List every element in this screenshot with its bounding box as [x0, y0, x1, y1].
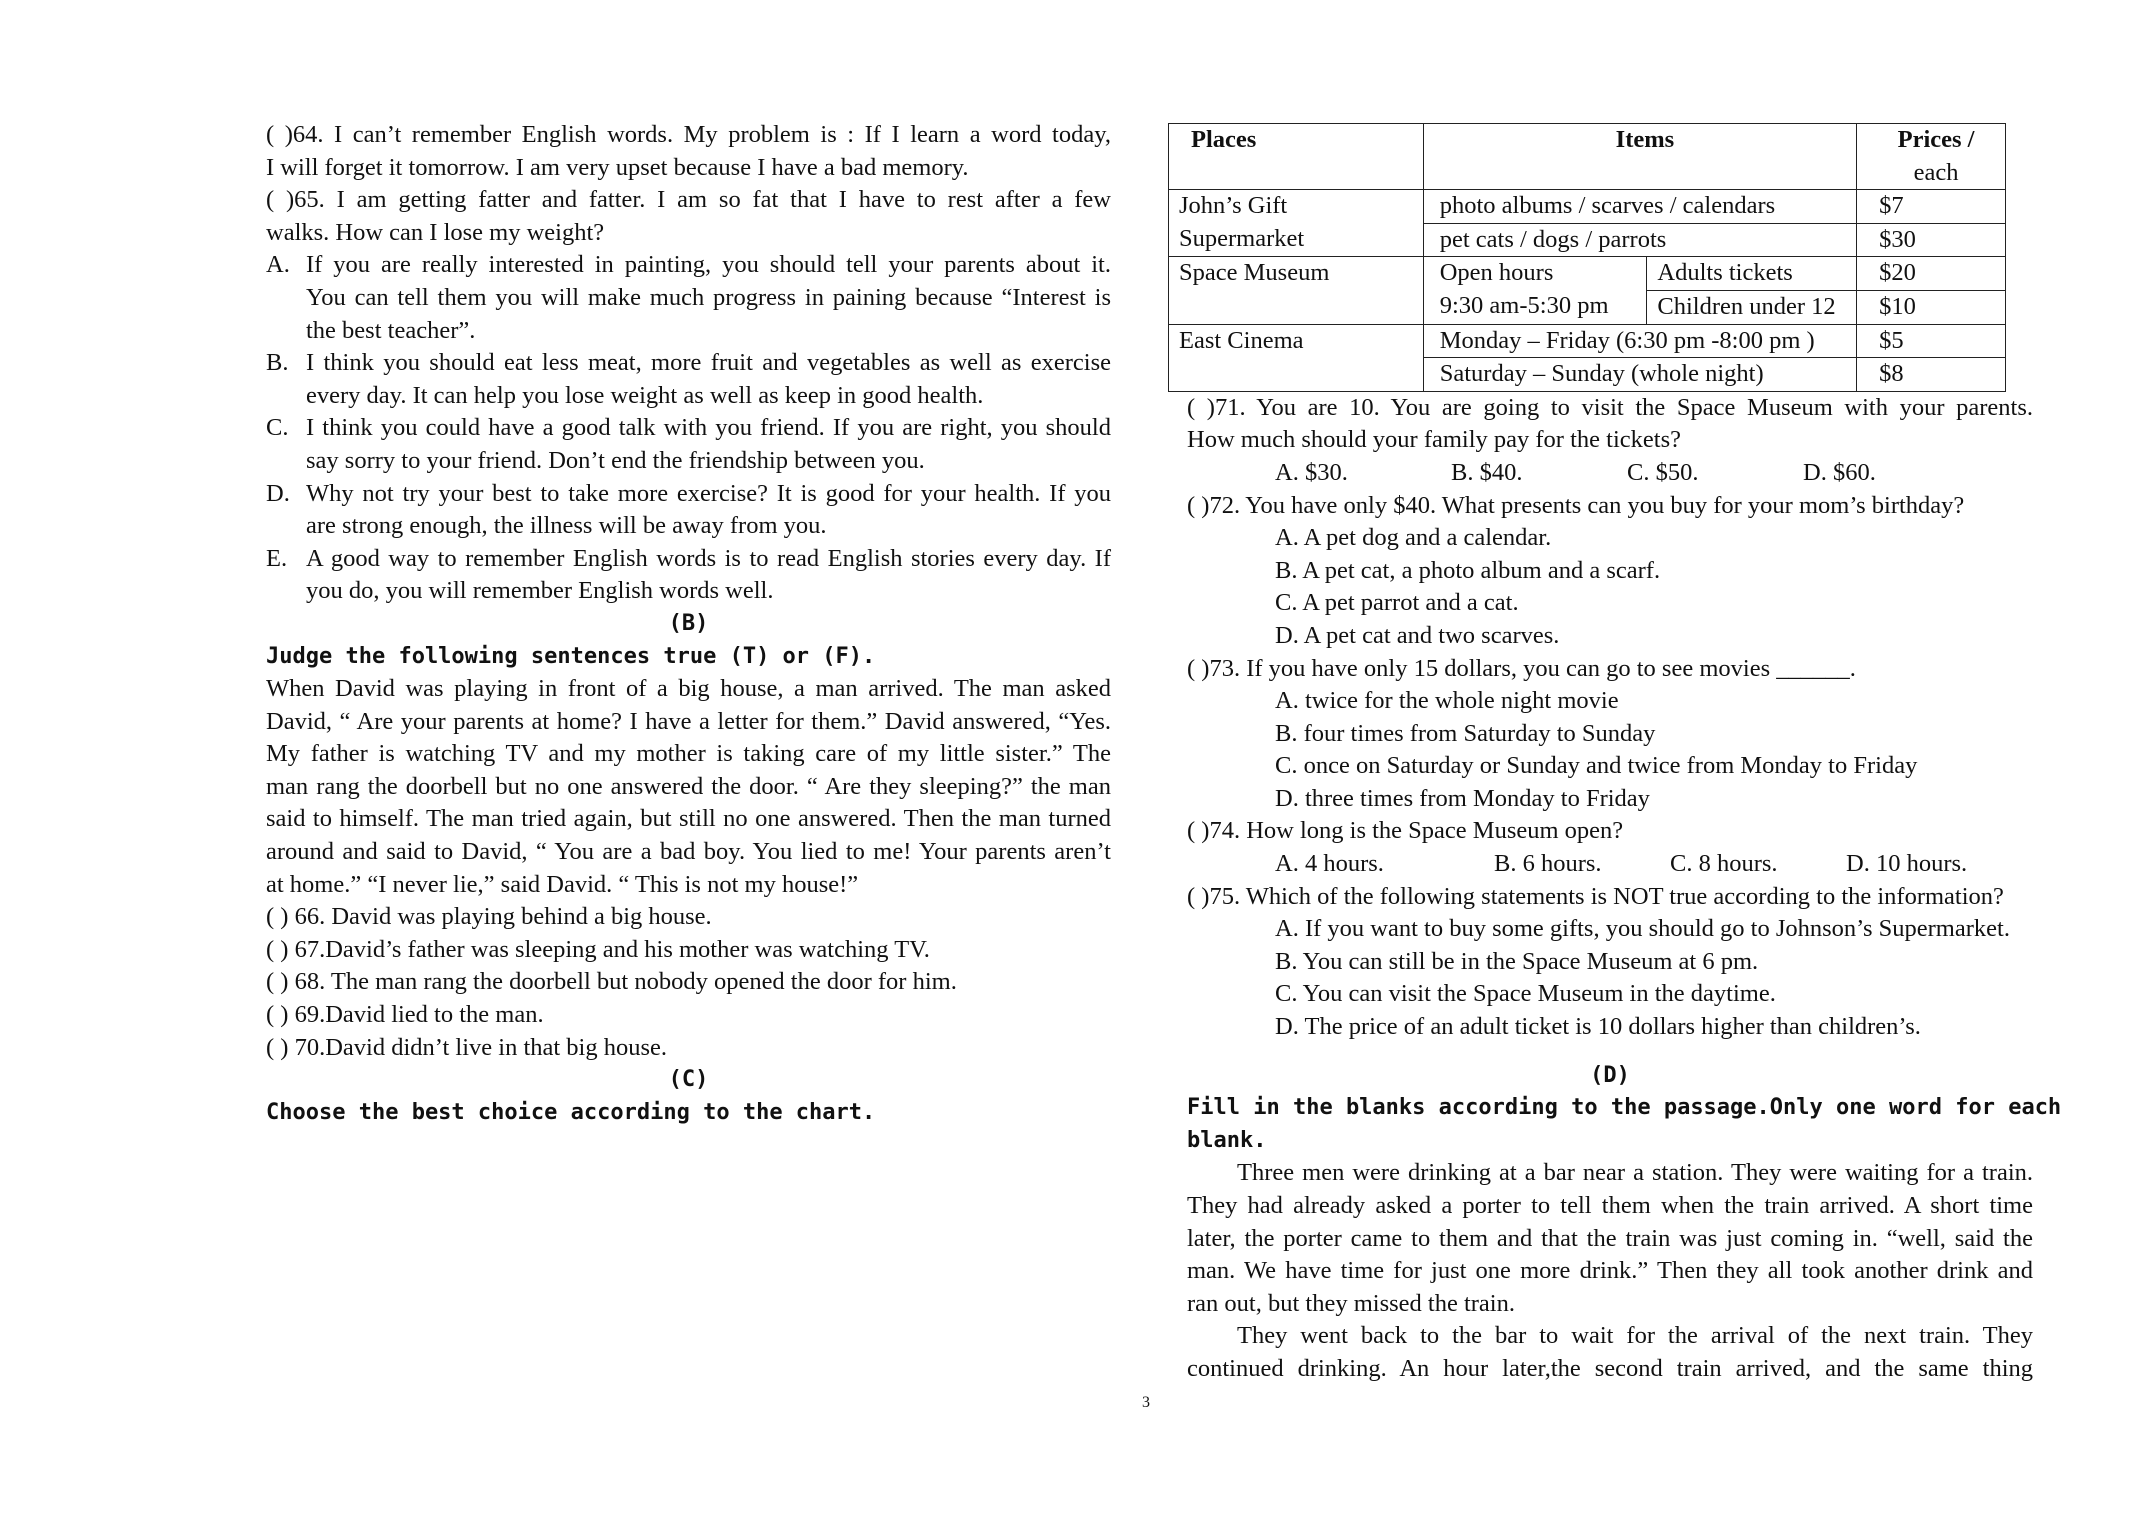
option-line: You can tell them you will make much progress in paining because “Interest is	[306, 283, 1111, 311]
passage-line: My father is watching TV and my mother is taking care of my little sister.” The	[266, 740, 1111, 768]
option-b	[266, 347, 1111, 412]
place-gift-supermarket: John’s Gift Supermarket	[1169, 190, 1424, 257]
chart-price: $10	[1857, 290, 2006, 324]
chart-price: $7	[1857, 190, 2006, 224]
chart-header-row	[1169, 124, 2006, 190]
option-letter: D.	[266, 479, 290, 507]
section-heading-b: (B)	[668, 610, 709, 636]
passage-line: Three men were drinking at a bar near a station. They were waiting for a train.	[1237, 1159, 2033, 1187]
question-line: How much should your family pay for the tickets?	[1187, 426, 1681, 454]
header-places: Places	[1169, 124, 1424, 190]
option-d	[266, 478, 1111, 543]
left-column	[266, 119, 1111, 1129]
option-letter: E.	[266, 544, 288, 572]
question-72: ( )72. You have only $40. What presents can you buy for your mom’s birthday?	[1187, 491, 1965, 519]
museum-open-hours: Open hours 9:30 am-5:30 pm	[1423, 257, 1647, 324]
passage-line: man rang the doorbell but no one answered the door. “ Are they sleeping?” the man	[266, 772, 1111, 800]
chart-row	[1169, 257, 2006, 291]
tf-item-68: ( ) 68. The man rang the doorbell but nobody opened the door for him.	[266, 968, 957, 996]
price-chart-table	[1168, 123, 2006, 392]
option-line: A good way to remember English words is to read English stories every day. If	[306, 544, 1111, 572]
option-c	[266, 412, 1111, 477]
option: B. You can still be in the Space Museum at 6 pm.	[1275, 947, 1759, 975]
passage-line: around and said to David, “ You are a bad boy. You lied to me! Your parents aren’t	[266, 838, 1111, 866]
option: C. You can visit the Space Museum in the daytime.	[1275, 980, 1776, 1008]
options-74	[1187, 848, 2033, 881]
option: D. A pet cat and two scarves.	[1275, 621, 1560, 649]
chart-item: pet cats / dogs / parrots	[1423, 223, 1856, 257]
section-heading-d: (D)	[1590, 1062, 1630, 1088]
option-line: say sorry to your friend. Don’t end the friendship between you.	[306, 446, 925, 474]
question-73: ( )73. If you have only 15 dollars, you can go to see movies ______.	[1187, 654, 1856, 682]
chart-item: Children under 12	[1647, 290, 1857, 324]
place-east-cinema: East Cinema	[1169, 324, 1424, 391]
passage-line: David, “ Are your parents at home? I have a letter for them.” David answered, “Yes.	[266, 707, 1111, 735]
passage-line: They had already asked a porter to tell them when the train arrived. A short time	[1187, 1192, 2033, 1219]
option: D. 10 hours.	[1846, 850, 1968, 878]
option-line: I think you should eat less meat, more fruit and vegetables as well as exercise	[306, 349, 1111, 377]
right-column	[1171, 123, 2062, 1386]
option-letter: A.	[266, 251, 290, 279]
option-a	[266, 249, 1111, 347]
question-line: ( )65. I am getting fatter and fatter. I am so fat that I have to rest after a few	[266, 186, 1111, 214]
option: C. 8 hours.	[1670, 850, 1778, 878]
passage-b	[266, 673, 1111, 901]
option: A. A pet dog and a calendar.	[1275, 524, 1552, 552]
chart-price: $5	[1857, 324, 2006, 358]
tf-item-67: ( ) 67.David’s father was sleeping and his mother was watching TV.	[266, 935, 930, 963]
option: C. once on Saturday or Sunday and twice from Monday to Friday	[1275, 752, 1918, 780]
passage-line: man. We have time for just one more drink.” Then they all took another drink and	[1187, 1257, 2033, 1285]
option-line: every day. It can help you lose weight as well as keep in good health.	[306, 381, 984, 409]
option-letter: C.	[266, 414, 289, 442]
passage-line: said to himself. The man tried again, but still no one answered. Then the man turned	[266, 805, 1111, 833]
question-65	[266, 184, 1111, 249]
chart-row	[1169, 324, 2006, 358]
instruction-c: Choose the best choice according to the chart.	[266, 1099, 876, 1125]
tf-item-69: ( ) 69.David lied to the man.	[266, 1001, 544, 1029]
passage-line: When David was playing in front of a big house, a man arrived. The man asked	[266, 675, 1111, 703]
question-75: ( )75. Which of the following statements is NOT true according to the information?	[1187, 882, 2004, 910]
chart-item: Monday – Friday (6:30 pm -8:00 pm )	[1423, 324, 1856, 358]
chart-item: photo albums / scarves / calendars	[1423, 190, 1856, 224]
option: D. $60.	[1803, 458, 1876, 486]
option: C. $50.	[1627, 458, 1699, 486]
chart-price: $8	[1857, 358, 2006, 392]
page-number: 3	[1142, 1394, 1150, 1411]
option-line: If you are really interested in painting, you should tell your parents about it.	[306, 251, 1111, 279]
options-71	[1187, 457, 2033, 490]
option: B. A pet cat, a photo album and a scarf.	[1275, 556, 1661, 584]
question-line: ( )64. I can’t remember English words. My problem is : If I learn a word today,	[266, 121, 1111, 148]
question-line: ( )71. You are 10. You are going to visit the Space Museum with your parents.	[1187, 393, 2033, 421]
question-line: walks. How can I lose my weight?	[266, 218, 605, 246]
option-line: are strong enough, the illness will be away from you.	[306, 512, 827, 540]
option: D. three times from Monday to Friday	[1275, 784, 1650, 812]
tf-item-70: ( ) 70.David didn’t live in that big house.	[266, 1033, 668, 1061]
option-line: you do, you will remember English words well.	[306, 577, 774, 605]
passage-d	[1187, 1157, 2033, 1385]
option: D. The price of an adult ticket is 10 dollars higher than children’s.	[1275, 1013, 1921, 1041]
passage-line: They went back to the bar to wait for the arrival of the next train. They	[1237, 1322, 2033, 1350]
header-items: Items	[1423, 124, 1856, 190]
question-71	[1187, 392, 2033, 457]
option: A. $30.	[1275, 458, 1348, 486]
chart-item: Adults tickets	[1647, 257, 1857, 291]
place-space-museum: Space Museum	[1169, 257, 1424, 324]
instruction-d: Fill in the blanks according to the passage.Only one word for each	[1187, 1095, 2062, 1121]
tf-item-66: ( ) 66. David was playing behind a big house.	[266, 903, 712, 931]
chart-price: $30	[1857, 223, 2006, 257]
instruction-b: Judge the following sentences true (T) or (F).	[266, 643, 876, 669]
option-line: I think you could have a good talk with you friend. If you are right, you should	[306, 414, 1111, 442]
chart-item: Saturday – Sunday (whole night)	[1423, 358, 1856, 392]
question-64	[266, 119, 1111, 184]
option: C. A pet parrot and a cat.	[1275, 589, 1519, 617]
section-heading-c: (C)	[668, 1067, 709, 1093]
option: B. $40.	[1451, 458, 1523, 486]
question-74: ( )74. How long is the Space Museum open?	[1187, 817, 1624, 845]
chart-row	[1169, 190, 2006, 224]
passage-line: ran out, but they missed the train.	[1187, 1289, 1515, 1317]
header-prices: Prices / each	[1857, 124, 2006, 190]
passage-line: later, the porter came to them and that the train was just coming in. “well, said the	[1187, 1224, 2033, 1252]
option: A. twice for the whole night movie	[1275, 687, 1619, 715]
option-e	[266, 543, 1111, 608]
option-line: the best teacher”.	[306, 316, 476, 344]
question-line: I will forget it tomorrow. I am very upset because I have a bad memory.	[266, 153, 969, 181]
instruction-d: blank.	[1187, 1127, 1267, 1153]
option: A. If you want to buy some gifts, you should go to Johnson’s Supermarket.	[1275, 915, 2010, 943]
option-letter: B.	[266, 349, 289, 377]
chart-price: $20	[1857, 257, 2006, 291]
passage-line: continued drinking. An hour later,the second train arrived, and the same thing	[1187, 1354, 2033, 1382]
option: B. 6 hours.	[1494, 850, 1602, 878]
option-line: Why not try your best to take more exercise? It is good for your health. If you	[306, 479, 1111, 507]
option: A. 4 hours.	[1275, 850, 1384, 878]
option: B. four times from Saturday to Sunday	[1275, 719, 1656, 747]
passage-line: at home.” “I never lie,” said David. “ This is not my house!”	[266, 870, 859, 898]
